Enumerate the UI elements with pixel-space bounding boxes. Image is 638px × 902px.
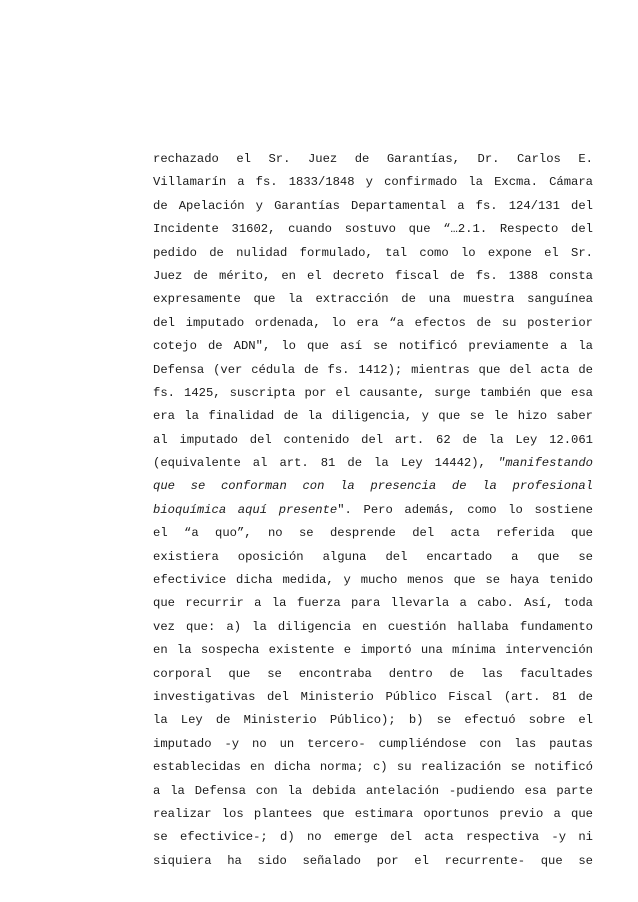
text-line-11: fs. 1425, suscripta por el causante, surge también que esa	[153, 385, 593, 400]
document-body	[153, 148, 593, 873]
quote-close-mark: "	[337, 502, 345, 517]
text-line-7: expresamente que la extracción de una muestra sanguínea	[153, 292, 593, 307]
text-line-25: la Ley de Ministerio Público); b) se efectuó sobre el	[153, 713, 593, 728]
text-line-9: cotejo de ADN", lo que así se notificó previamente a la	[153, 339, 593, 354]
italic-quote-start: "manifestando	[497, 456, 593, 471]
text-line-5: pedido de nulidad formulado, tal como lo expone el Sr.	[153, 245, 593, 260]
text-line-16	[153, 499, 593, 522]
text-line-6: Juez de mérito, en el decreto fiscal de fs. 1388 consta	[153, 268, 593, 283]
text-line-15: que se conforman con la presencia de la profesional	[153, 479, 593, 494]
text-line-23: corporal que se encontraba dentro de las facultades	[153, 666, 593, 681]
text-line-19: efectivice dicha medida, y mucho menos que se haya tenido	[153, 573, 593, 588]
text-line-22: en la sospecha existente e importó una mínima intervención	[153, 643, 593, 658]
text-line-28: a la Defensa con la debida antelación -pudiendo esa parte	[153, 783, 593, 798]
text-line-29: realizar los plantees que estimara oportunos previo a que	[153, 806, 593, 821]
text-line-27: establecidas en dicha norma; c) su realización se notificó	[153, 760, 593, 775]
text-line-14-plain: (equivalente al art. 81 de la Ley 14442),	[153, 456, 486, 471]
text-line-16-tail: . Pero además, como lo sostiene	[344, 502, 593, 517]
text-line-4: Incidente 31602, cuando sostuvo que “…2.1. Respecto del	[153, 222, 593, 237]
text-line-14	[153, 452, 593, 475]
text-line-3: de Apelación y Garantías Departamental a fs. 124/131 del	[153, 198, 593, 213]
text-line-20: que recurrir a la fuerza para llevarla a cabo. Así, toda	[153, 596, 593, 611]
text-line-12: era la finalidad de la diligencia, y que se le hizo saber	[153, 409, 593, 424]
text-line-21: vez que: a) la diligencia en cuestión hallaba fundamento	[153, 619, 593, 634]
text-line-1: rechazado el Sr. Juez de Garantías, Dr. Carlos E.	[153, 152, 593, 166]
text-line-8: del imputado ordenada, lo era “a efectos de su posterior	[153, 315, 593, 330]
text-line-2: Villamarín a fs. 1833/1848 y confirmado la Excma. Cámara	[153, 175, 593, 190]
text-line-18: existiera oposición alguna del encartado a que se	[153, 549, 593, 564]
text-line-30: se efectivice-; d) no emerge del acta respectiva -y ni	[153, 830, 593, 845]
text-line-31: siquiera ha sido señalado por el recurrente- que se	[153, 853, 593, 868]
text-line-24: investigativas del Ministerio Público Fiscal (art. 81 de	[153, 689, 593, 704]
italic-quote-end: bioquímica aquí presente	[153, 502, 338, 517]
text-line-13: al imputado del contenido del art. 62 de la Ley 12.061	[153, 432, 593, 447]
text-line-10: Defensa (ver cédula de fs. 1412); mientras que del acta de	[153, 362, 593, 377]
text-line-17: el “a quo”, no se desprende del acta referida que	[153, 526, 593, 541]
text-line-26: imputado -y no un tercero- cumpliéndose con las pautas	[153, 736, 593, 751]
